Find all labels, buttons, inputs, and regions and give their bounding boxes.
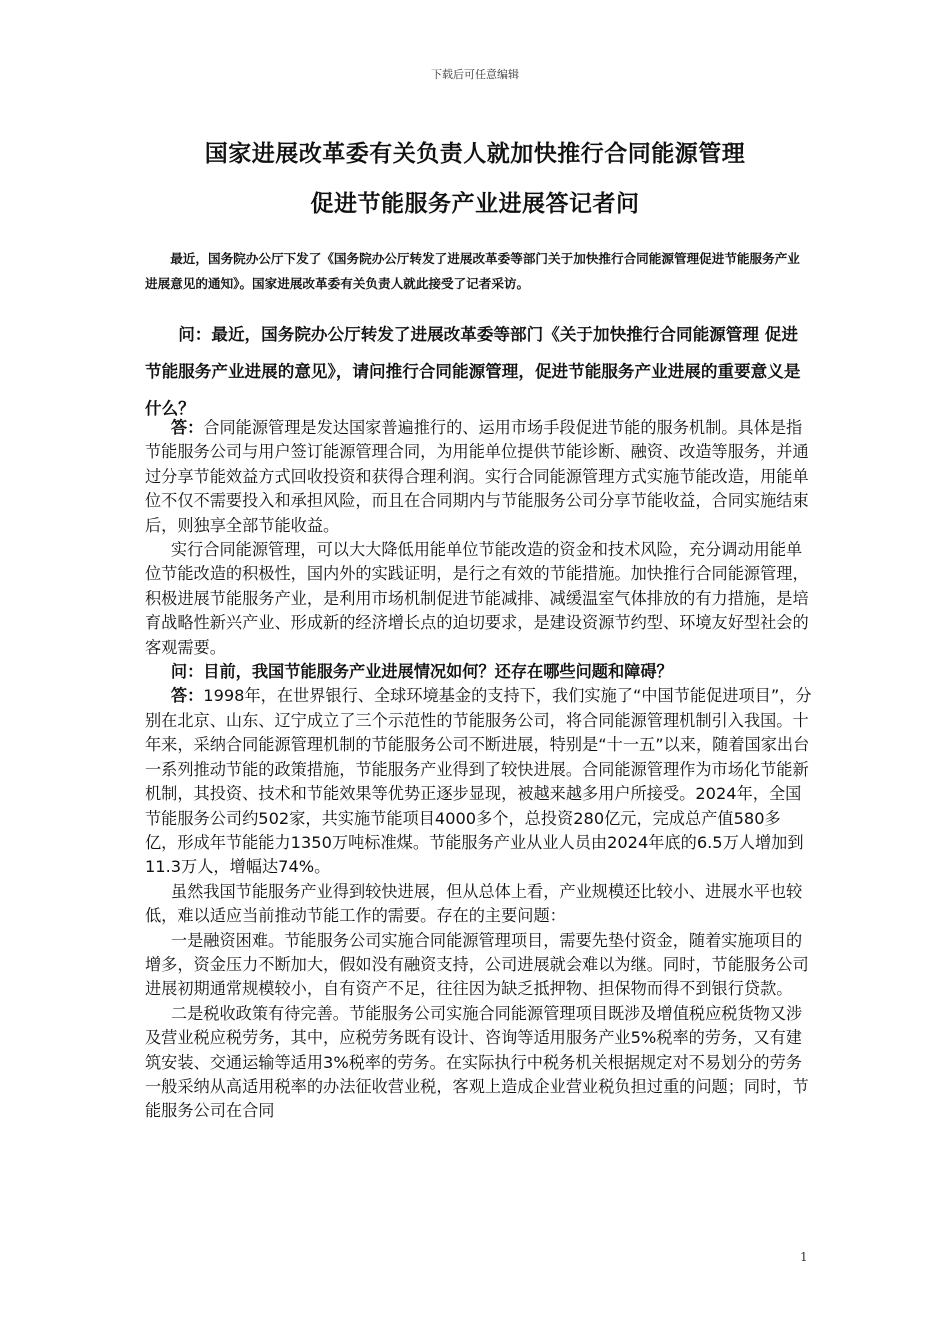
- document-title-line-1: 国家进展改革委有关负责人就加快推行合同能源管理: [204, 141, 746, 167]
- question-1: 问：最近，国务院办公厅转发了进展改革委等部门《关于加快推行合同能源管理 促进节能服务产业进展的意见》，请问推行合同能源管理，促进节能服务产业进展的重要意义是什么？: [145, 325, 801, 418]
- answer-2-paragraph-4: 二是税收政策有待完善。节能服务公司实施合同能源管理项目既涉及增值税应税货物又涉及营业税应税劳务，其中，应税劳务既有设计、咨询等适用服务产业5%税率的劳务，又有建筑安装、交通运输等适用3%税率的劳务。在实际执行中税务机关根据规定对不易划分的劳务一般采纳从高适用税率的办法征收营业税，客观上造成企业营业税负担过重的问题；同时，节能服务公司在合同: [145, 1003, 809, 1121]
- intro-paragraph: 最近，国务院办公厅下发了《国务院办公厅转发了进展改革委等部门关于加快推行合同能源管理促进节能服务产业进展意见的通知》。国家进展改革委有关负责人就此接受了记者采访。: [145, 251, 800, 291]
- answer-label: 答：: [170, 418, 204, 437]
- answer-1-paragraph-2: 实行合同能源管理，可以大大降低用能单位节能改造的资金和技术风险，充分调动用能单位节能改造的积极性，国内外的实践证明，是行之有效的节能措施。加快推行合同能源管理，积极进展节能服务产业，是利用市场机制促进节能减排、减缓温室气体排放的有力措施，是培育战略性新兴产业、形成新的经济增长点的迫切要求，是建设资源节约型、环境友好型社会的客观需要。: [145, 540, 809, 657]
- header-note: 下载后可任意编辑: [431, 68, 519, 81]
- answer-2-paragraph-3: 一是融资困难。节能服务公司实施合同能源管理项目，需要先垫付资金，随着实施项目的增多，资金压力不断加大，假如没有融资支持，公司进展就会难以为继。同时，节能服务公司进展初期通常规模较小，自有资产不足，往往因为缺乏抵押物、担保物而得不到银行贷款。: [145, 930, 809, 999]
- answer-text: 1998年，在世界银行、全球环境基金的支持下，我们实施了“中国节能促进项目”，分别在北京、山东、辽宁成立了三个示范性的节能服务公司，将合同能源管理机制引入我国。十年来，采纳合同能源管理机制的节能服务公司不断进展，特别是“十一五”以来，随着国家出台一系列推动节能的政策措施，节能服务产业得到了较快进展。合同能源管理作为市场化节能新机制，其投资、技术和节能效果等优势正逐步显现，被越来越多用户所接受。2024年，全国节能服务公司约502家，共实施节能项目4000多个，总投资280亿元，完成总产值580多亿，形成年节能能力1350万吨标准煤。节能服务产业从业人员由2024年底的6.5万人增加到11.3万人，增幅达74%。: [145, 686, 812, 877]
- answer-2-paragraph-1: [145, 684, 813, 879]
- document-body: [145, 416, 813, 1124]
- page-number: 1: [800, 1250, 808, 1264]
- answer-label: 答：: [170, 686, 204, 706]
- answer-text: 合同能源管理是发达国家普遍推行的、运用市场手段促进节能的服务机制。具体是指节能服务公司与用户签订能源管理合同，为用能单位提供节能诊断、融资、改造等服务，并通过分享节能效益方式回收投资和获得合理利润。实行合同能源管理方式实施节能改造，用能单位不仅不需要投入和承担风险，而且在合同期内与节能服务公司分享节能收益，合同实施结束后，则独享全部节能收益。: [145, 418, 809, 535]
- question-2: 问：目前，我国节能服务产业进展情况如何？还存在哪些问题和障碍？: [170, 662, 673, 682]
- answer-1-paragraph-1: [145, 416, 813, 538]
- document-title-line-2: 促进节能服务产业进展答记者问: [310, 191, 640, 217]
- answer-2-paragraph-2: 虽然我国节能服务产业得到较快进展，但从总体上看，产业规模还比较小、进展水平也较低，难以适应当前推动节能工作的需要。存在的主要问题：: [145, 881, 803, 926]
